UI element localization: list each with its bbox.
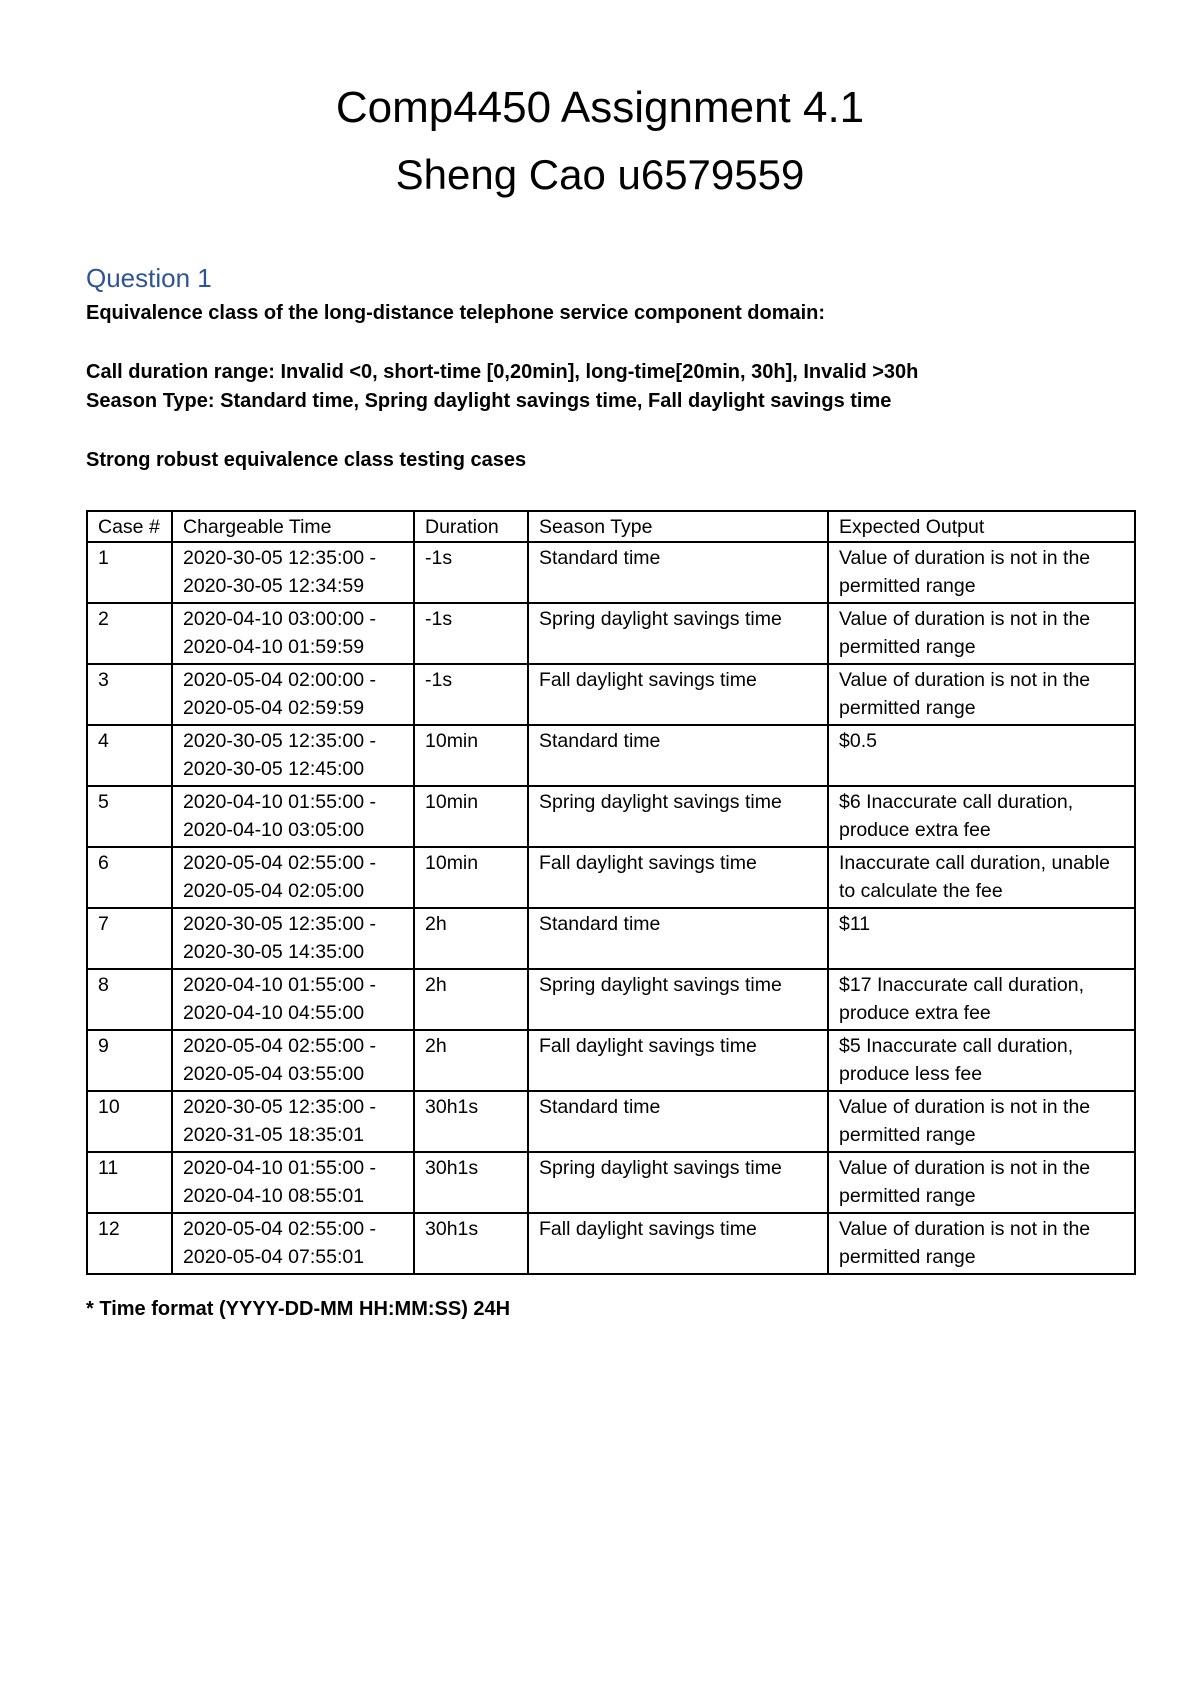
time-end: 2020-05-04 02:05:00 xyxy=(183,880,365,902)
intro-text: Equivalence class of the long-distance telephone service component domain: xyxy=(86,302,826,324)
table-row xyxy=(87,725,1135,786)
time-end: 2020-30-05 14:35:00 xyxy=(183,941,365,963)
season-type-cell: Fall daylight savings time xyxy=(528,1030,828,1091)
season-type-cell: Fall daylight savings time xyxy=(528,1213,828,1274)
season-type-cell: Spring daylight savings time xyxy=(528,603,828,664)
header-duration: Duration xyxy=(414,511,528,542)
chargeable-time-cell xyxy=(172,1030,414,1091)
table-row xyxy=(87,542,1135,603)
case-number-cell: 8 xyxy=(87,969,172,1030)
case-number-cell: 5 xyxy=(87,786,172,847)
season-type-cell: Fall daylight savings time xyxy=(528,664,828,725)
time-end: 2020-04-10 03:05:00 xyxy=(183,819,365,841)
expected-output-cell: $5 Inaccurate call duration, produce less fee xyxy=(828,1030,1135,1091)
expected-output-cell: Value of duration is not in the permitted range xyxy=(828,542,1135,603)
season-type-cell: Spring daylight savings time xyxy=(528,969,828,1030)
chargeable-time-cell xyxy=(172,664,414,725)
table-row xyxy=(87,847,1135,908)
duration-cell: 10min xyxy=(414,847,528,908)
time-end: 2020-31-05 18:35:01 xyxy=(183,1124,365,1146)
season-type-cell: Spring daylight savings time xyxy=(528,786,828,847)
case-number-cell: 6 xyxy=(87,847,172,908)
table-body xyxy=(87,542,1135,1274)
header-expected-output: Expected Output xyxy=(828,511,1135,542)
season-type-cell: Standard time xyxy=(528,1091,828,1152)
duration-cell: 30h1s xyxy=(414,1152,528,1213)
time-start: 2020-04-10 01:55:00 - xyxy=(183,974,376,996)
expected-output-cell: Value of duration is not in the permitted range xyxy=(828,1213,1135,1274)
time-start: 2020-04-10 03:00:00 - xyxy=(183,608,376,630)
chargeable-time-cell xyxy=(172,969,414,1030)
table-row xyxy=(87,1213,1135,1274)
time-start: 2020-05-04 02:00:00 - xyxy=(183,669,376,691)
call-duration-range-text: Call duration range: Invalid <0, short-time [0,20min], long-time[20min, 30h], Invalid >30h xyxy=(86,361,919,383)
time-start: 2020-05-04 02:55:00 - xyxy=(183,1035,376,1057)
time-start: 2020-30-05 12:35:00 - xyxy=(183,547,376,569)
case-number-cell: 2 xyxy=(87,603,172,664)
case-number-cell: 11 xyxy=(87,1152,172,1213)
time-start: 2020-30-05 12:35:00 - xyxy=(183,913,376,935)
time-end: 2020-30-05 12:45:00 xyxy=(183,758,365,780)
duration-cell: 2h xyxy=(414,908,528,969)
header-case-number: Case # xyxy=(87,511,172,542)
duration-cell: 30h1s xyxy=(414,1213,528,1274)
header-season-type: Season Type xyxy=(528,511,828,542)
season-type-text: Season Type: Standard time, Spring daylight savings time, Fall daylight savings time xyxy=(86,390,892,412)
duration-cell: 2h xyxy=(414,1030,528,1091)
duration-cell: 2h xyxy=(414,969,528,1030)
chargeable-time-cell xyxy=(172,1213,414,1274)
case-number-cell: 12 xyxy=(87,1213,172,1274)
time-end: 2020-04-10 04:55:00 xyxy=(183,1002,365,1024)
time-start: 2020-05-04 02:55:00 - xyxy=(183,852,376,874)
table-row xyxy=(87,664,1135,725)
page-subtitle: Sheng Cao u6579559 xyxy=(395,151,805,198)
duration-cell: 10min xyxy=(414,725,528,786)
case-number-cell: 10 xyxy=(87,1091,172,1152)
time-end: 2020-05-04 03:55:00 xyxy=(183,1063,365,1085)
page-title: Comp4450 Assignment 4.1 xyxy=(335,83,865,132)
time-start: 2020-30-05 12:35:00 - xyxy=(183,730,376,752)
case-number-cell: 7 xyxy=(87,908,172,969)
chargeable-time-cell xyxy=(172,542,414,603)
expected-output-cell: $11 xyxy=(828,908,1135,969)
expected-output-cell: $17 Inaccurate call duration, produce extra fee xyxy=(828,969,1135,1030)
table-row xyxy=(87,1091,1135,1152)
table-header-row xyxy=(87,511,1135,542)
case-number-cell: 9 xyxy=(87,1030,172,1091)
table-row xyxy=(87,786,1135,847)
expected-output-cell: Inaccurate call duration, unable to calculate the fee xyxy=(828,847,1135,908)
time-start: 2020-30-05 12:35:00 - xyxy=(183,1096,376,1118)
expected-output-cell: Value of duration is not in the permitted range xyxy=(828,1091,1135,1152)
chargeable-time-cell xyxy=(172,786,414,847)
table-heading: Strong robust equivalence class testing cases xyxy=(86,449,527,471)
season-type-cell: Standard time xyxy=(528,725,828,786)
season-type-cell: Spring daylight savings time xyxy=(528,1152,828,1213)
expected-output-cell: Value of duration is not in the permitted range xyxy=(828,664,1135,725)
duration-cell: -1s xyxy=(414,603,528,664)
time-end: 2020-05-04 02:59:59 xyxy=(183,697,365,719)
season-type-cell: Standard time xyxy=(528,542,828,603)
time-end: 2020-04-10 01:59:59 xyxy=(183,636,365,658)
duration-cell: -1s xyxy=(414,664,528,725)
time-end: 2020-30-05 12:34:59 xyxy=(183,575,365,597)
expected-output-cell: $0.5 xyxy=(828,725,1135,786)
chargeable-time-cell xyxy=(172,1152,414,1213)
chargeable-time-cell xyxy=(172,908,414,969)
duration-cell: -1s xyxy=(414,542,528,603)
case-number-cell: 1 xyxy=(87,542,172,603)
table-row xyxy=(87,603,1135,664)
chargeable-time-cell xyxy=(172,847,414,908)
time-start: 2020-04-10 01:55:00 - xyxy=(183,791,376,813)
time-end: 2020-04-10 08:55:01 xyxy=(183,1185,365,1207)
case-number-cell: 4 xyxy=(87,725,172,786)
chargeable-time-cell xyxy=(172,1091,414,1152)
expected-output-cell: $6 Inaccurate call duration, produce extra fee xyxy=(828,786,1135,847)
case-number-cell: 3 xyxy=(87,664,172,725)
season-type-cell: Standard time xyxy=(528,908,828,969)
duration-cell: 30h1s xyxy=(414,1091,528,1152)
time-end: 2020-05-04 07:55:01 xyxy=(183,1246,365,1268)
season-type-cell: Fall daylight savings time xyxy=(528,847,828,908)
time-start: 2020-04-10 01:55:00 - xyxy=(183,1157,376,1179)
table-row xyxy=(87,1152,1135,1213)
test-cases-table xyxy=(86,510,1136,1275)
table-row xyxy=(87,969,1135,1030)
chargeable-time-cell xyxy=(172,725,414,786)
question-heading: Question 1 xyxy=(86,263,212,293)
table-row xyxy=(87,1030,1135,1091)
duration-cell: 10min xyxy=(414,786,528,847)
header-chargeable-time: Chargeable Time xyxy=(172,511,414,542)
expected-output-cell: Value of duration is not in the permitted range xyxy=(828,1152,1135,1213)
time-start: 2020-05-04 02:55:00 - xyxy=(183,1218,376,1240)
chargeable-time-cell xyxy=(172,603,414,664)
table-row xyxy=(87,908,1135,969)
footnote: * Time format (YYYY-DD-MM HH:MM:SS) 24H xyxy=(86,1298,511,1320)
expected-output-cell: Value of duration is not in the permitted range xyxy=(828,603,1135,664)
